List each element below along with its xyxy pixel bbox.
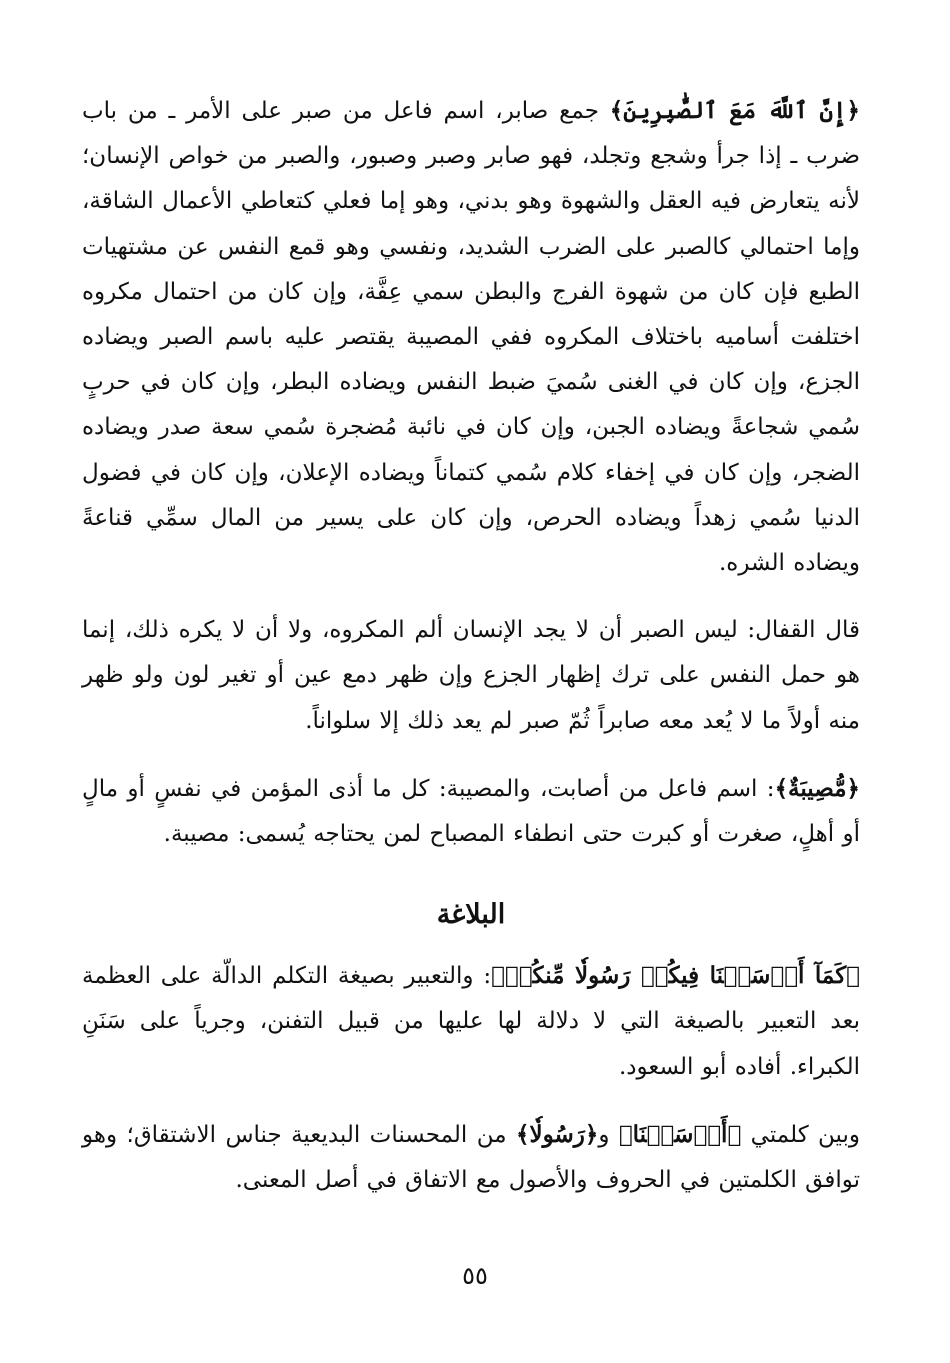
quran-quote: ﴿مُّصِيبَةٌ﴾ bbox=[774, 774, 860, 802]
quran-quote: ﴿كَمَآ أَرۡسَلۡنَا فِيكُمۡ رَسُولٗا مِّنكُمۡ﴾ bbox=[491, 962, 860, 990]
paragraph-text: من المحسنات البديعية جناس الاشتقاق؛ وهو توافق الكلمتين في الحروف والأصول مع الاتفاق في أصل المعنى. bbox=[82, 1121, 860, 1194]
paragraph-text: قال القفال: ليس الصبر أن لا يجد الإنسان ألم المكروه، ولا أن لا يكره ذلك، إنما هو حمل النفس على ترك إظهار الجزع وإن ظهر دمع عين أو تغير لون ولو ظهر منه أولاً ما لا يُعد معه صابراً ثُمّ صبر لم يعد ذلك إلا سلواناً. bbox=[82, 617, 860, 734]
paragraph-text: جمع صابر، اسم فاعل من صبر على الأمر ـ من باب ضرب ـ إذا جرأ وشجع وتجلد، فهو صابر وصبر وصبور، والصبر من خواص الإنسان؛ لأنه يتعارض فيه العقل والشهوة وهو بدني، وهو إما فعلي كتعاطي الأعمال الشاقة، وإما احتمالي كالصبر على الضرب الشديد، ونفسي وهو قمع النفس عن مشتهيات الطبع فإن كان من شهوة الفرج والبطن سمي عِفَّة، وإن كان من احتمال مكروه اختلفت أساميه باختلاف المكروه ففي المصيبة يقتصر عليه باسم الصبر ويضاده الجزع، وإن كان في الغنى سُميَ ضبط النفس ويضاده البطر، وإن كان في حربٍ سُمي شجاعةً ويضاده الجبن، وإن كان في نائبة مُضجرة سُمي سعة صدر ويضاده الضجر، وإن كان في إخفاء كلام سُمي كتماناً ويضاده الإعلان، وإن كان في فضول الدنيا سُمي زهداً ويضاده الحرص، وإن كان على يسير من المال سمِّي قناعةً ويضاده الشره. bbox=[82, 98, 860, 577]
page-body bbox=[82, 88, 860, 1203]
paragraph-text: : اسم فاعل من أصابت، والمصيبة: كل ما أذى المؤمن في نفسٍ أو مالٍ أو أهلٍ، صغرت أو كبرت حتى انطفاء المصباح لمن يحتاجه يُسمى: مصيبة. bbox=[82, 775, 860, 848]
quran-quote: ﴿إِنَّ ٱللَّهَ مَعَ ٱلصَّٰبِرِينَ﴾ bbox=[609, 97, 860, 124]
quran-quote: ﴿رَسُولٗا﴾ bbox=[515, 1120, 599, 1148]
paragraph-connector: و bbox=[598, 1121, 619, 1148]
section-heading: البلاغة bbox=[436, 899, 506, 931]
quran-quote: ﴿أَرۡسَلۡنَا﴾ bbox=[618, 1120, 742, 1148]
paragraph-text: : والتعبير بصيغة التكلم الدالّة على العظمة بعد التعبير بالصيغة التي لا دلالة لها عليها من قبيل التفنن، وجرياً على سَنَنِ الكبراء. أفاده أبو السعود. bbox=[82, 963, 860, 1080]
paragraph-arsalna bbox=[82, 953, 860, 1090]
paragraph-jinas bbox=[82, 1112, 860, 1203]
paragraph-qaffal bbox=[82, 608, 860, 744]
paragraph-lead: وبين كلمتي bbox=[741, 1121, 860, 1148]
paragraph-musiba bbox=[82, 766, 860, 857]
page-number: ٥٥ bbox=[462, 1262, 488, 1290]
paragraph-sabirin bbox=[82, 88, 860, 586]
